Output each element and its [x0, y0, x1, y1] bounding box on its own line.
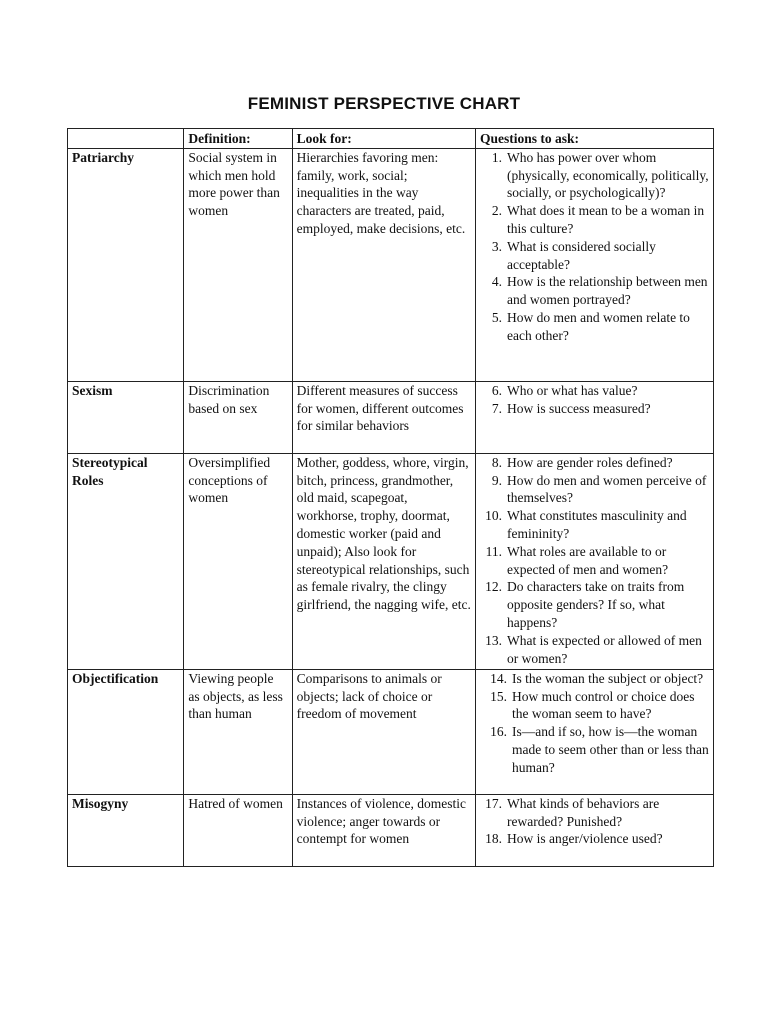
question-text: Is the woman the subject or object?	[511, 670, 704, 686]
term-cell: Misogyny	[68, 794, 184, 866]
question-number: 7.	[491, 400, 502, 416]
question-number: 16.	[490, 724, 507, 740]
questions-cell	[475, 669, 713, 794]
question-text: Is—and if so, how is—the woman made to seem other than or less than human?	[511, 724, 709, 775]
question-text: How much control or choice does the woman seem to have?	[511, 688, 695, 722]
header-definition: Definition:	[184, 129, 292, 149]
definition-cell: Oversimplified conceptions of women	[184, 453, 292, 669]
question-item	[480, 632, 709, 668]
question-number: 8.	[491, 454, 502, 470]
look-for-cell: Hierarchies favoring men: family, work, social; inequalities in the way characters are treated, paid, employed, make decisions, etc.	[292, 148, 475, 381]
table-row	[68, 148, 714, 381]
question-number: 6.	[491, 382, 502, 398]
definition-cell: Discrimination based on sex	[184, 381, 292, 453]
question-text: Who or what has value?	[506, 382, 638, 398]
question-text: What is considered socially acceptable?	[506, 238, 656, 272]
question-text: What is expected or allowed of men or women?	[506, 632, 702, 666]
term-cell: Objectification	[68, 669, 184, 794]
question-number: 18.	[485, 831, 502, 847]
question-number: 3.	[491, 238, 502, 254]
term-cell: Stereotypical Roles	[68, 453, 184, 669]
question-text: How is success measured?	[506, 400, 651, 416]
table-row	[68, 381, 714, 453]
question-number: 15.	[490, 688, 507, 704]
questions-cell	[475, 381, 713, 453]
perspective-table	[67, 128, 714, 867]
question-number: 5.	[491, 309, 502, 325]
term-cell: Patriarchy	[68, 148, 184, 381]
question-item	[480, 723, 709, 776]
table-row	[68, 453, 714, 669]
question-item	[480, 309, 709, 345]
question-text: How do men and women perceive of themselves?	[506, 472, 707, 506]
question-item	[480, 507, 709, 543]
definition-cell: Social system in which men hold more power than women	[184, 148, 292, 381]
definition-cell: Hatred of women	[184, 794, 292, 866]
questions-cell	[475, 148, 713, 381]
question-number: 10.	[485, 508, 502, 524]
question-number: 17.	[485, 795, 502, 811]
question-item	[480, 149, 709, 202]
question-item	[480, 400, 709, 418]
question-item	[480, 273, 709, 309]
questions-cell	[475, 453, 713, 669]
question-item	[480, 670, 709, 688]
look-for-cell: Different measures of success for women, different outcomes for similar behaviors	[292, 381, 475, 453]
question-item	[480, 543, 709, 579]
questions-cell	[475, 794, 713, 866]
look-for-cell: Comparisons to animals or objects; lack of choice or freedom of movement	[292, 669, 475, 794]
question-item	[480, 202, 709, 238]
table-row	[68, 794, 714, 866]
question-text: What roles are available to or expected of men and women?	[506, 543, 669, 577]
question-number: 12.	[485, 579, 502, 595]
question-item	[480, 830, 709, 848]
header-row	[68, 129, 714, 149]
page-title: FEMINIST PERSPECTIVE CHART	[247, 94, 521, 113]
question-number: 1.	[491, 149, 502, 165]
look-for-cell: Mother, goddess, whore, virgin, bitch, princess, grandmother, old maid, scapegoat, workhorse, trophy, doormat, domestic worker (paid and unpaid); Also look for stereotypical relationships, such as female rivalry, the clingy girlfriend, the nagging wife, etc.	[292, 453, 475, 669]
question-number: 9.	[491, 472, 502, 488]
question-item	[480, 472, 709, 508]
question-text: Do characters take on traits from opposite genders? If so, what happens?	[506, 579, 685, 630]
look-for-cell: Instances of violence, domestic violence; anger towards or contempt for women	[292, 794, 475, 866]
question-text: What constitutes masculinity and femininity?	[506, 508, 687, 541]
question-number: 2.	[491, 203, 502, 219]
header-look-for: Look for:	[292, 129, 475, 149]
question-item	[480, 382, 709, 400]
question-number: 14.	[490, 670, 507, 686]
question-text: How is anger/violence used?	[506, 831, 663, 847]
question-text: Who has power over whom (physically, economically, politically, socially, or psychologically)?	[506, 149, 709, 201]
question-item	[480, 795, 709, 831]
header-term	[68, 129, 184, 149]
question-item	[480, 238, 709, 274]
term-cell: Sexism	[68, 381, 184, 453]
question-text: What does it mean to be a woman in this culture?	[506, 203, 705, 236]
question-text: How is the relationship between men and women portrayed?	[506, 274, 708, 308]
question-number: 4.	[491, 274, 502, 290]
question-item	[480, 454, 709, 472]
question-text: What kinds of behaviors are rewarded? Punished?	[506, 795, 660, 829]
question-item	[480, 688, 709, 724]
question-text: How do men and women relate to each other?	[506, 309, 690, 343]
header-questions: Questions to ask:	[475, 129, 713, 149]
question-number: 11.	[485, 543, 502, 559]
definition-cell: Viewing people as objects, as less than human	[184, 669, 292, 794]
question-number: 13.	[485, 632, 502, 648]
table-row	[68, 669, 714, 794]
question-text: How are gender roles defined?	[506, 454, 673, 470]
question-item	[480, 578, 709, 631]
